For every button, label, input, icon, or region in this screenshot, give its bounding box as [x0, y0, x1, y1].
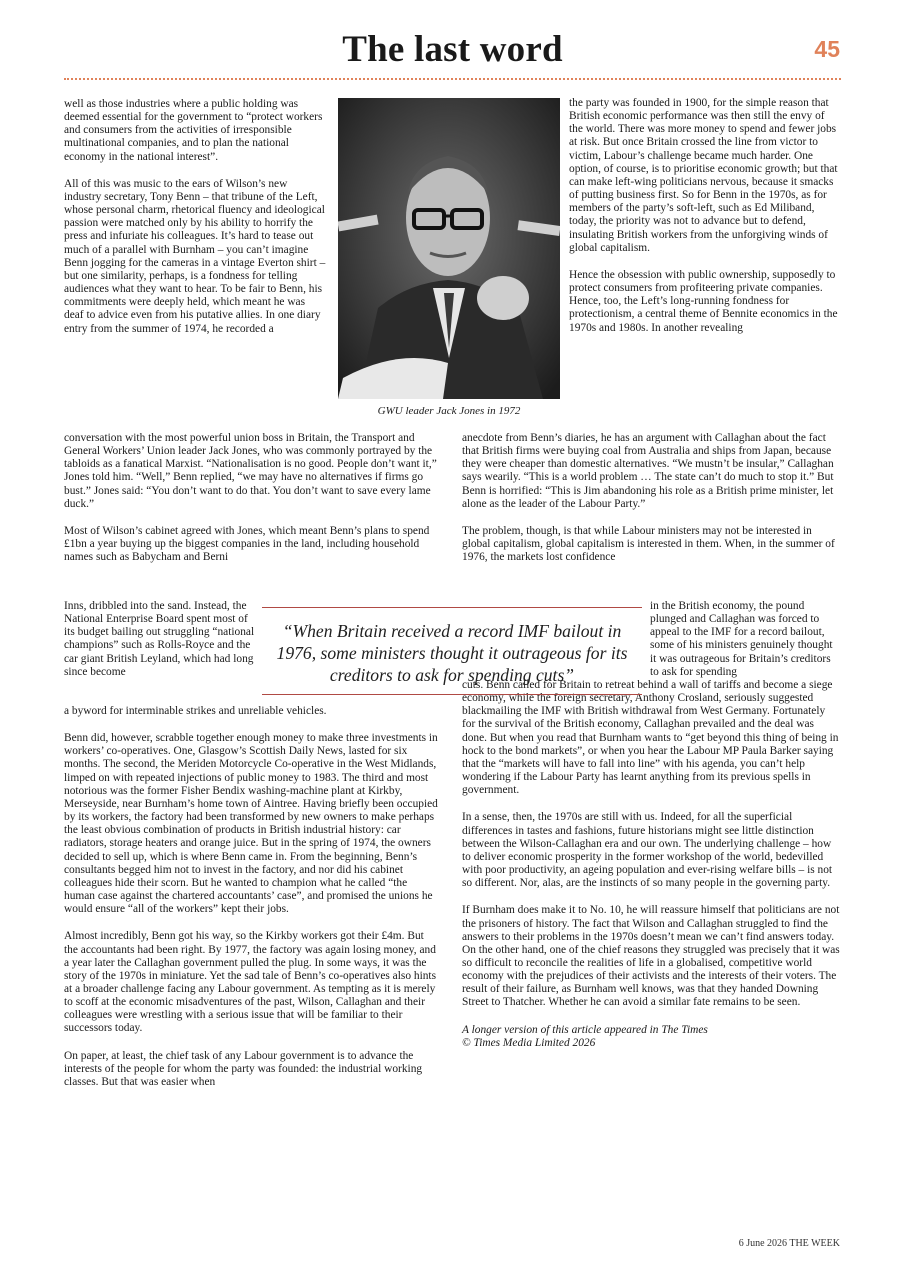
article-paragraph: If Burnham does make it to No. 10, he will reassure himself that politicians are not the prisoners of history. The fact that Wilson and Callaghan struggled to find the answers to their problems in the 1970s doesn’t mean we can’t find answers today. On the other hand, one of the chief reasons they struggled was precisely that it was so difficult to reconcile the realities of life in a globalised, competitive world economy with the prejudices of their activists and the interests of their voters. The result of their failure, as Burnham well knows, was that they handed Downing Street to Thatcher. Whether he can avoid a similar fate remains to be seen. [462, 904, 840, 1009]
article-paragraph: On paper, at least, the chief task of any Labour government is to advance the interests of the people for whom the party was founded: the industrial working classes. But that was easier when [64, 1049, 423, 1088]
right-column-narrow [650, 600, 841, 679]
right-column-top [569, 97, 841, 335]
right-column-bottom [462, 679, 841, 1050]
left-column-narrow [64, 600, 256, 679]
article-paragraph: Hence the obsession with public ownership, supposedly to protect consumers from profiteering private companies. Hence, too, the Left’s long-running fondness for protectionism, a central theme of Bennite economics in the 1970s and 1980s. In another revealing [569, 268, 838, 334]
article-paragraph: Benn did, however, scrabble together enough money to make three investments in workers’ co-operatives. One, Glasgow’s Scottish Daily News, lasted for six months. The second, the Meriden Motorcycle Co-operative in the West Midlands, limped on with repeated injections of public money to 1983. The third and most notorious was the former Fisher Bendix washing-machine plant at Kirkby, Merseyside, near Burnham’s home town of Aintree. Having briefly been occupied by its workers, the factory had been transformed by new owners to make perhaps the least obvious combination of products in British industrial history: car radiators, storage heaters and orange juice. But in the spring of 1974, the owners decided to sell up, which is where Benn came in. From the beginning, Benn’s consultants begged him not to invest in the factory, and nor did his cabinet colleagues hide their scorn. But he wanted to champion what he called “the human case against the chartered accountants’ case”, and promised the unions he would ensure “all of the workers” kept their jobs. [64, 732, 438, 916]
article-paragraph: anecdote from Benn’s diaries, he has an argument with Callaghan about the fact that British firms were buying coal from Australia and ships from Japan, because they were cheaper than domestic alternatives. “We mustn’t be insular,” Callaghan says wearily. “This is a world problem … The state can’t do much to stop it.” But Benn is horrified: “This is Jim abandoning his role as a British prime minister, let alone as the leader of the Labour Party.” [462, 432, 834, 510]
article-paragraph: Almost incredibly, Benn got his way, so the Kirkby workers got their £4m. But the accountants had been right. By 1977, the factory was again losing money, and a year later the Callaghan government pulled the plug. In some ways, it was the story of the 1970s in miniature. Yet the sad tale of Benn’s co-operatives also hints at a broader challenge facing any Labour government. As tempting as it is merely to scoff at the economic misadventures of the past, Wilson, Callaghan and their colleagues were wrestling with a serious issue that will be familiar to their successors today. [64, 930, 437, 1035]
left-column-bottom [64, 705, 438, 1103]
article-paragraph: Most of Wilson’s cabinet agreed with Jones, which meant Benn’s plans to spend £1bn a year buying up the biggest companies in the land, including household names such as Babycham and Berni [64, 524, 430, 564]
page-footer: 6 June 2026 THE WEEK [738, 1238, 840, 1249]
article-paragraph: In a sense, then, the 1970s are still with us. Indeed, for all the superficial differences in tastes and fashions, future historians might see little distinction between the Wilson-Callaghan era and our own. The underlying challenge – how to deliver economic prosperity in the former workshop of the world, bedevilled with poor productivity, an ageing population and ever-rising welfare bills – is not so different. Nor, alas, are the instincts of so many people in the governing party. [462, 811, 833, 890]
article-paragraph: well as those industries where a public holding was deemed essential for the government to “protect workers and consumers from the activities of irresponsible multinational companies, and to plan the national economy in the national interest”. [64, 98, 323, 163]
article-paragraph: cuts. Benn called for Britain to retreat behind a wall of tariffs and become a siege economy, while the foreign secretary, Anthony Crosland, seriously suggested blackmailing the IMF with British withdrawal from West Germany. Fortunately for the survival of the British economy, Callaghan prevailed and the deal was done. But when you read that Burnham wants to “get beyond this thing of being in hock to the bond markets”, or when you hear the Labour MP Paula Barker saying that the “markets will have to fall into line” with his agenda, you can’t help wondering if the Labour Party has learnt anything from its previous spells in government. [462, 679, 839, 797]
jack-jones-photo-image [338, 98, 560, 399]
article-paragraph: Inns, dribbled into the sand. Instead, the National Enterprise Board spent most of its budget bailing out struggling “national champions” such as Rolls-Royce and the car giant British Leyland, which had long since become [64, 600, 255, 678]
article-paragraph: All of this was music to the ears of Wilson’s new industry secretary, Tony Benn – that tribune of the Left, whose personal charm, rhetorical fluency and ideological passion were matched only by his ability to horrify the press and infuriate his colleagues. It’s hard to tease out much of a parallel with Burnham – you can’t imagine Benn jogging for the cameras in a vintage Everton shirt – but one similarity, perhaps, is a fondness for telling audiences what they want to hear. To be fair to Benn, his commitments were deeply held, which meant he was deaf to advice even from his putative allies. In one diary entry from the summer of 1974, he recorded a [64, 177, 326, 335]
photo-caption: GWU leader Jack Jones in 1972 [377, 405, 521, 417]
article-paragraph: in the British economy, the pound plunged and Callaghan was forced to appeal to the IMF for a record bailout, some of his ministers genuinely thought it was outrageous for Britain’s creditors to ask for spending [650, 600, 833, 678]
left-column-top [64, 98, 326, 336]
article-credit: A longer version of this article appeared in The Times [462, 1023, 708, 1036]
page-title: The last word [342, 29, 563, 70]
article-paragraph: conversation with the most powerful union boss in Britain, the Transport and General Workers’ Union leader Jack Jones, who was commonly portrayed by the tabloids as a fanatical Marxist. “Nationalisation is no good. People don’t want it,” Jones told him. “Well,” Benn replied, “we may have no alternatives if firms go bust.” Jones said: “You don’t want to do that. You don’t want to save every lame duck.” [64, 432, 437, 510]
page-number: 45 [814, 36, 840, 62]
right-column-mid [462, 432, 841, 564]
article-paragraph: The problem, though, is that while Labour ministers may not be interested in global capitalism, global capitalism is interested in them. When, in the summer of 1976, the markets lost confidence [462, 524, 835, 564]
copyright-notice: © Times Media Limited 2026 [462, 1036, 596, 1049]
left-column-mid [64, 432, 438, 564]
header-divider [64, 78, 841, 80]
pull-quote [262, 607, 642, 695]
article-paragraph: a byword for interminable strikes and unreliable vehicles. [64, 705, 327, 717]
article-paragraph: the party was founded in 1900, for the simple reason that British economic performance was then still the envy of the world. There was more money to spend and fewer jobs at risk. But once Britain crossed the line from victor to victim, Labour’s challenge became much harder. One option, of course, is to prioritise economic growth; but that can make left-wing politicians nervous, because it smacks of putting business first. So for Benn in the 1970s, as for members of the party’s soft-left, such as Ed Miliband, today, the priority was not to advance but to defend, insulating British workers from the unforgiving winds of global capitalism. [569, 97, 838, 254]
portrait-photo [338, 98, 560, 399]
pull-quote-text: “When Britain received a record IMF bailout in 1976, some ministers thought it outrageous for its creditors to ask for spending cuts” [276, 621, 628, 685]
